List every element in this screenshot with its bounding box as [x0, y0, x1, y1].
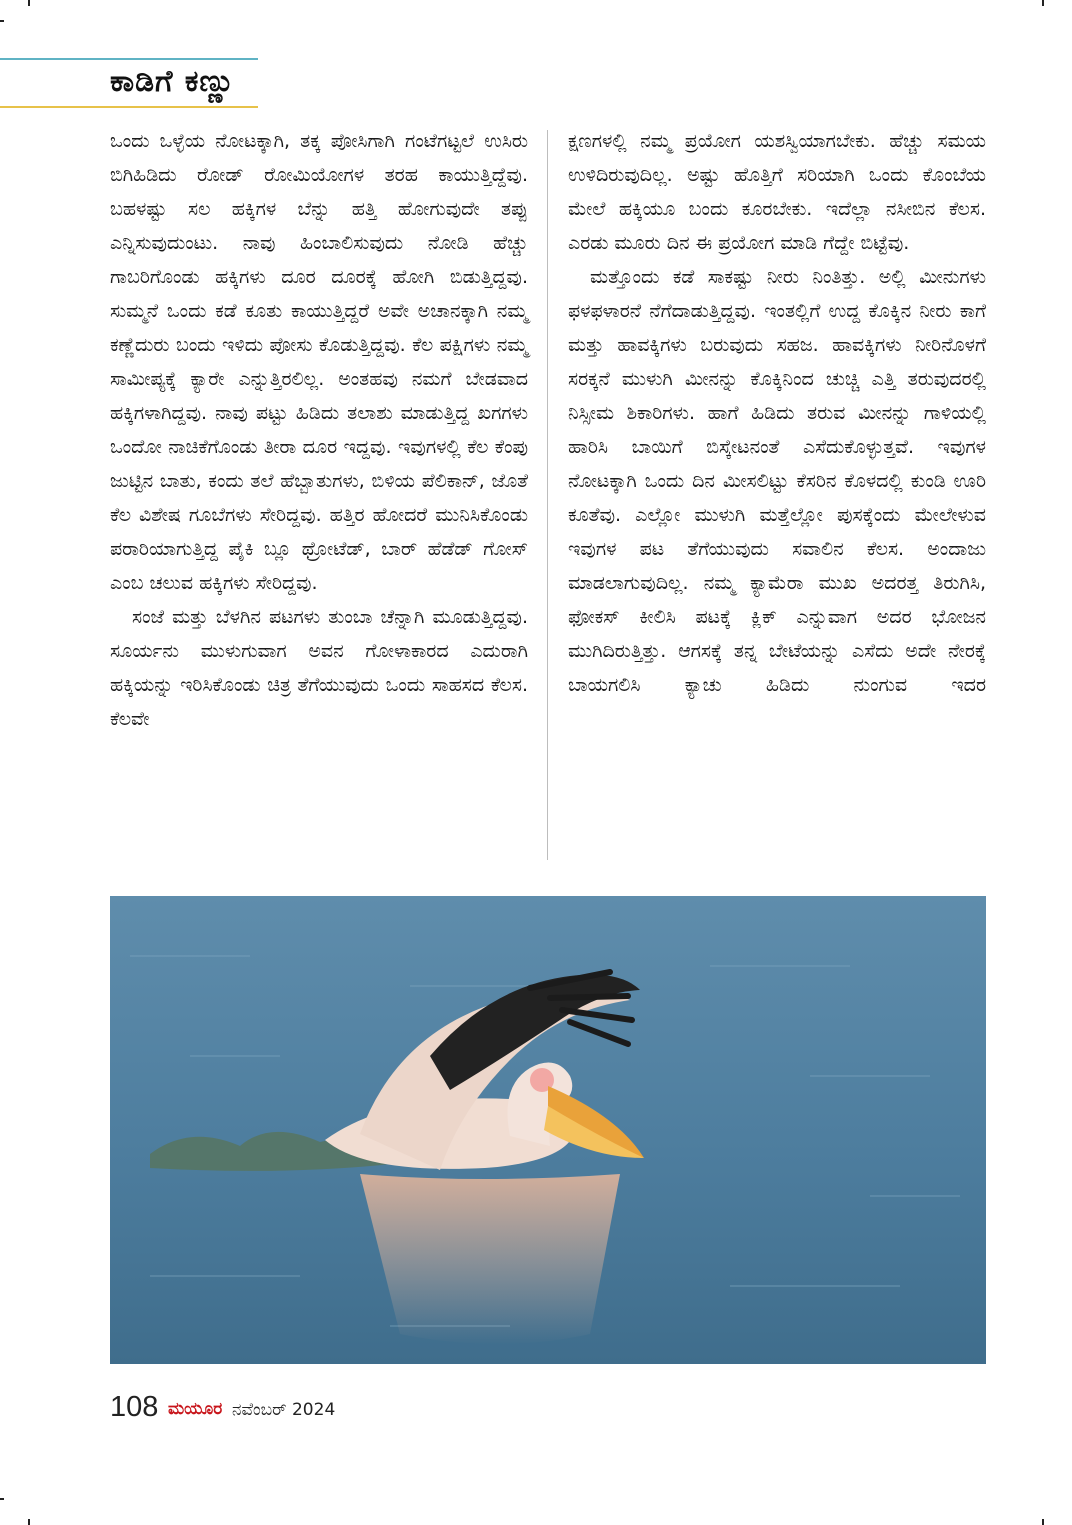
section-title: ಕಾಡಿಗೆ ಕಣ್ಣು: [110, 64, 236, 99]
column-divider: [547, 130, 548, 860]
article-column-left: [110, 124, 528, 736]
page-number: 108: [110, 1391, 159, 1423]
article-paragraph: ಮತ್ತೊಂದು ಕಡೆ ಸಾಕಷ್ಟು ನೀರು ನಿಂತಿತ್ತು. ಅಲ್ಲಿ ಮೀನುಗಳು ಫಳಫಳಾರನೆ ನೆಗೆದಾಡುತ್ತಿದ್ದವು. ಇಂತಲ್ಲಿಗೆ ಉದ್ದ ಕೊಕ್ಕಿನ ನೀರು ಕಾಗೆ ಮತ್ತು ಹಾವಕ್ಕಿಗಳು ಬರುವುದು ಸಹಜ. ಹಾವಕ್ಕಿಗಳು ನೀರಿನೊಳಗೆ ಸರಕ್ಕನೆ ಮುಳುಗಿ ಮೀನನ್ನು ಕೊಕ್ಕಿನಿಂದ ಚುಚ್ಚಿ ಎತ್ತಿ ತರುವುದರಲ್ಲಿ ನಿಸ್ಸೀಮ ಶಿಕಾರಿಗಳು. ಹಾಗೆ ಹಿಡಿದು ತರುವ ಮೀನನ್ನು ಗಾಳಿಯಲ್ಲಿ ಹಾರಿಸಿ ಬಾಯಿಗೆ ಬಿಸ್ಕೇಟನಂತೆ ಎಸೆದುಕೊಳ್ಳುತ್ತವೆ. ಇವುಗಳ ನೋಟಕ್ಕಾಗಿ ಒಂದು ದಿನ ಮೀಸಲಿಟ್ಟು ಕೆಸರಿನ ಕೊಳದಲ್ಲಿ ಕುಂಡಿ ಊರಿ ಕೂತೆವು. ಎಲ್ಲೋ ಮುಳುಗಿ ಮತ್ತೆಲ್ಲೋ ಪುಸಕ್ಕೆಂದು ಮೇಲೇಳುವ ಇವುಗಳ ಪಟ ತೆಗೆಯುವುದು ಸವಾಲಿನ ಕೆಲಸ. ಅಂದಾಜು ಮಾಡಲಾಗುವುದಿಲ್ಲ. ನಮ್ಮ ಕ್ಯಾಮೆರಾ ಮುಖ ಅದರತ್ತ ತಿರುಗಿಸಿ, ಫೋಕಸ್ ಕೀಲಿಸಿ ಪಟಕ್ಕೆ ಕ್ಲಿಕ್ ಎನ್ನುವಾಗ ಅದರ ಭೋಜನ ಮುಗಿದಿರುತ್ತಿತ್ತು. ಆಗಸಕ್ಕೆ ತನ್ನ ಬೇಟೆಯನ್ನು ಎಸೆದು ಅದೇ ನೇರಕ್ಕೆ ಬಾಯಗಲಿಸಿ ಕ್ಯಾಚು ಹಿಡಿದು ನುಂಗುವ ಇದರ: [568, 266, 986, 696]
crop-mark: [1042, 0, 1044, 6]
title-rule-top: [0, 58, 258, 60]
pelican-photo: [110, 896, 986, 1364]
article-paragraph: ಕ್ಷಣಗಳಲ್ಲಿ ನಮ್ಮ ಪ್ರಯೋಗ ಯಶಸ್ವಿಯಾಗಬೇಕು. ಹೆಚ್ಚು ಸಮಯ ಉಳಿದಿರುವುದಿಲ್ಲ. ಅಷ್ಟು ಹೊತ್ತಿಗೆ ಸರಿಯಾಗಿ ಒಂದು ಕೊಂಬೆಯ ಮೇಲೆ ಹಕ್ಕಿಯೂ ಬಂದು ಕೂರಬೇಕು. ಇದೆಲ್ಲಾ ನಸೀಬಿನ ಕೆಲಸ. ಎರಡು ಮೂರು ದಿನ ಈ ಪ್ರಯೋಗ ಮಾಡಿ ಗೆದ್ದೇ ಬಿಟ್ಟೆವು.: [568, 130, 986, 254]
title-rule-bottom: [0, 106, 258, 108]
issue-date: ನವೆಂಬರ್ 2024: [232, 1400, 336, 1420]
crop-mark: [28, 1519, 30, 1525]
crop-mark: [1042, 1519, 1044, 1525]
magazine-logo: ಮಯೂರ: [168, 1399, 223, 1419]
crop-mark: [0, 1498, 4, 1500]
article-paragraph: ಒಂದು ಒಳ್ಳೆಯ ನೋಟಕ್ಕಾಗಿ, ತಕ್ಕ ಪೋಸಿಗಾಗಿ ಗಂಟೆಗಟ್ಟಲೆ ಉಸಿರು ಬಿಗಿಹಿಡಿದು ರೋಡ್ ರೋಮಿಯೋಗಳ ತರಹ ಕಾಯುತ್ತಿದ್ದೆವು. ಬಹಳಷ್ಟು ಸಲ ಹಕ್ಕಿಗಳ ಬೆನ್ನು ಹತ್ತಿ ಹೋಗುವುದೇ ತಪ್ಪು ಎನ್ನಿಸುವುದುಂಟು. ನಾವು ಹಿಂಬಾಲಿಸುವುದು ನೋಡಿ ಹೆಚ್ಚು ಗಾಬರಿಗೊಂಡು ಹಕ್ಕಿಗಳು ದೂರ ದೂರಕ್ಕೆ ಹೋಗಿ ಬಿಡುತ್ತಿದ್ದವು. ಸುಮ್ಮನೆ ಒಂದು ಕಡೆ ಕೂತು ಕಾಯುತ್ತಿದ್ದರೆ ಅವೇ ಅಚಾನಕ್ಕಾಗಿ ನಮ್ಮ ಕಣ್ಣೆದುರು ಬಂದು ಇಳಿದು ಪೋಸು ಕೊಡುತ್ತಿದ್ದವು. ಕೆಲ ಪಕ್ಷಿಗಳು ನಮ್ಮ ಸಾಮೀಪ್ಯಕ್ಕೆ ಕ್ಯಾರೇ ಎನ್ನುತ್ತಿರಲಿಲ್ಲ. ಅಂತಹವು ನಮಗೆ ಬೇಡವಾದ ಹಕ್ಕಿಗಳಾಗಿದ್ದವು. ನಾವು ಪಟ್ಟು ಹಿಡಿದು ತಲಾಶು ಮಾಡುತ್ತಿದ್ದ ಖಗಗಳು ಒಂದೋ ನಾಚಿಕೆಗೊಂಡು ತೀರಾ ದೂರ ಇದ್ದವು. ಇವುಗಳಲ್ಲಿ ಕೆಲ ಕೆಂಪು ಜುಟ್ಟಿನ ಬಾತು, ಕಂದು ತಲೆ ಹೆಬ್ಬಾತುಗಳು, ಬಿಳಿಯ ಪೆಲಿಕಾನ್, ಜೊತೆ ಕೆಲ ವಿಶೇಷ ಗೂಬೆಗಳು ಸೇರಿದ್ದವು. ಹತ್ತಿರ ಹೋದರೆ ಮುನಿಸಿಕೊಂಡು ಪರಾರಿಯಾಗುತ್ತಿದ್ದ ಪೈಕಿ ಬ್ಲೂ ಥ್ರೋಟೆಡ್, ಬಾರ್ ಹೆಡೆಡ್ ಗೋಸ್ ಎಂಬ ಚಲುವ ಹಕ್ಕಿಗಳು ಸೇರಿದ್ದವು.: [110, 130, 528, 594]
crop-mark: [0, 20, 4, 22]
crop-mark: [28, 0, 30, 6]
article-column-right: [568, 124, 986, 702]
article-paragraph: ಸಂಜೆ ಮತ್ತು ಬೆಳಗಿನ ಪಟಗಳು ತುಂಬಾ ಚೆನ್ನಾಗಿ ಮೂಡುತ್ತಿದ್ದವು. ಸೂರ್ಯನು ಮುಳುಗುವಾಗ ಅವನ ಗೋಳಾಕಾರದ ಎದುರಾಗಿ ಹಕ್ಕಿಯನ್ನು ಇರಿಸಿಕೊಂಡು ಚಿತ್ರ ತೆಗೆಯುವುದು ಒಂದು ಸಾಹಸದ ಕೆಲಸ. ಕೆಲವೇ: [110, 606, 528, 730]
